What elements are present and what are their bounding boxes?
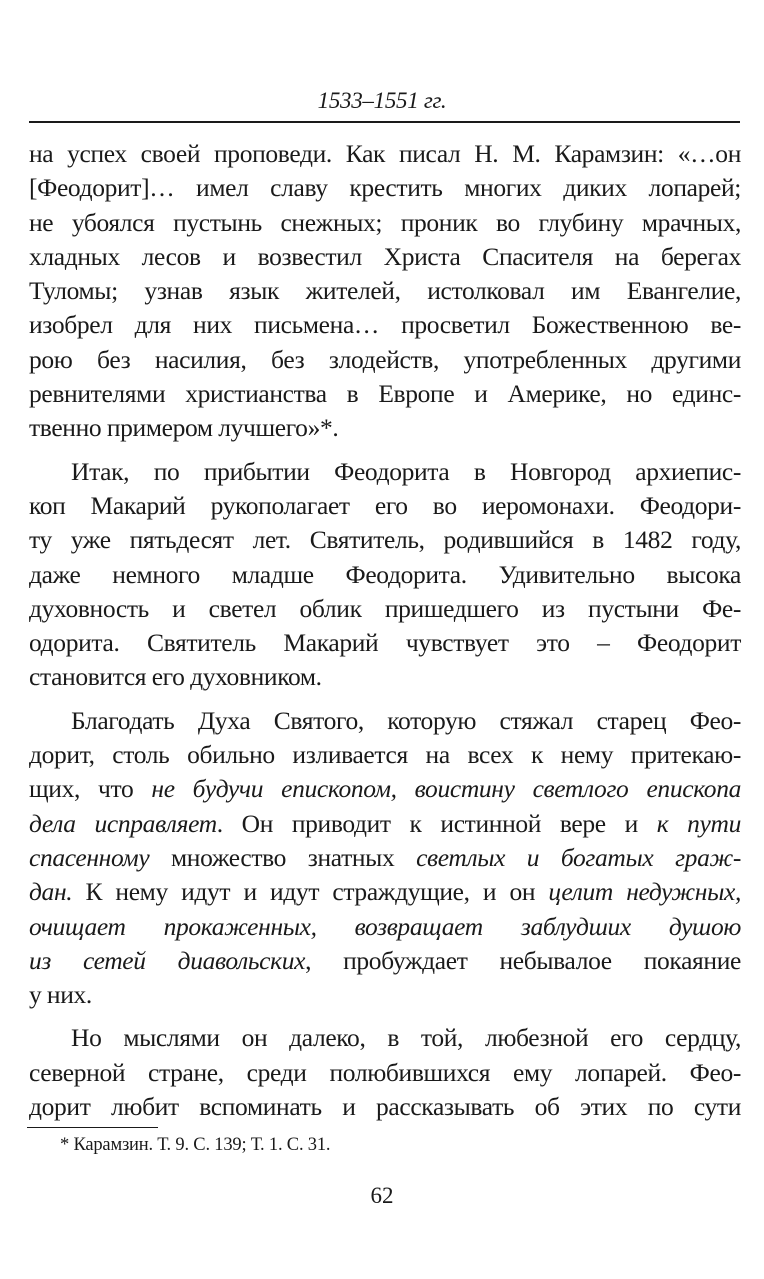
text-span: становится его духовником. (29, 662, 322, 692)
text-span: ревнителями христианства в Европе и Америке, но единс- (29, 379, 741, 409)
text-line (29, 1056, 741, 1090)
paragraph (29, 704, 741, 1013)
text-span: северной стране, среди полюбившихся ему лопарей. Фео- (29, 1057, 741, 1087)
text-line (29, 1021, 741, 1055)
text-line (29, 592, 741, 626)
italic-span: очищает прокаженных, возвращает заблудших душою (29, 911, 741, 941)
text-line (29, 411, 741, 445)
text-line (29, 455, 741, 489)
text-span: ту уже пятьдесят лет. Святитель, родившийся в 1482 году, (29, 525, 741, 555)
text-span: у них. (29, 980, 92, 1010)
text-span: К нему идут и идут страждущие, и он (72, 877, 549, 907)
paragraph-gap (29, 1012, 741, 1021)
running-head: 1533–1551 гг. (317, 88, 447, 113)
text-span: на успех своей проповеди. Как писал Н. М. Карамзин: «…он (29, 139, 741, 168)
text-line (29, 944, 741, 978)
paragraph (29, 137, 741, 446)
text-line (29, 489, 741, 523)
paragraph (29, 1021, 741, 1124)
text-span: духовность и светел облик пришедшего из пустыни Фе- (29, 593, 741, 623)
text-span: щих, что (29, 774, 152, 804)
text-span: дорит любит вспоминать и рассказывать об этих по сути (29, 1092, 741, 1122)
italic-span: дан. (29, 877, 73, 907)
text-line (29, 523, 741, 557)
text-line (29, 738, 741, 772)
paragraph-gap (29, 446, 741, 455)
text-span: , пробуждает небывалое покаяние (305, 945, 741, 975)
text-span: твенно примером лучшего»*. (29, 413, 339, 443)
text-line (29, 377, 741, 411)
italic-span: целит недужных, (548, 877, 741, 907)
text-span: множество знатных (149, 842, 417, 872)
body-text (29, 137, 741, 1124)
text-line (29, 206, 741, 240)
italic-span: спасенному (29, 842, 150, 872)
text-line (29, 274, 741, 308)
text-line (29, 704, 741, 738)
text-span: одорита. Святитель Макарий чувствует это – Феодорит (29, 628, 741, 658)
text-line (29, 772, 741, 806)
text-span: коп Макарий рукополагает его во иеромонахи. Феодори- (29, 490, 741, 520)
text-span: не убоялся пустынь снежных; проник во глубину мрачных, (29, 207, 741, 237)
text-line (29, 240, 741, 274)
page-number: 62 (370, 1183, 394, 1208)
text-line (29, 875, 741, 909)
text-line (29, 308, 741, 342)
italic-span: из сетей диавольских (29, 945, 306, 975)
text-span: рою без насилия, без злодейств, употребленных другими (29, 344, 741, 374)
text-line (29, 660, 741, 694)
text-line (29, 1090, 741, 1124)
text-line (29, 978, 741, 1012)
text-span: Итак, по прибытии Феодорита в Новгород архиепис- (71, 456, 741, 486)
text-span: хладных лесов и возвестил Христа Спасителя на берегах (29, 241, 741, 271)
text-line (29, 171, 741, 205)
footnote: * Карамзин. Т. 9. С. 139; Т. 1. С. 31. (60, 1135, 331, 1155)
text-line (29, 910, 741, 944)
header-rule (29, 121, 740, 123)
paragraph (29, 455, 741, 695)
text-line (29, 807, 741, 841)
footnote-rule (27, 1127, 158, 1128)
italic-span: не будучи епископом, воистину светлого епископа (151, 774, 742, 804)
text-span: Благодать Духа Святого, которую стяжал старец Фео- (71, 705, 741, 735)
text-span: Туломы; узнав язык жителей, истолковал им Евангелие, (29, 276, 741, 306)
text-line (29, 841, 741, 875)
text-span: даже немного младше Феодорита. Удивительно высока (29, 559, 741, 589)
text-span: изобрел для них письмена… просветил Божественною ве- (29, 310, 741, 340)
italic-span: светлых и богатых граж- (416, 842, 741, 872)
text-line (29, 626, 741, 660)
text-span: Но мыслями он далеко, в той, любезной его сердцу, (71, 1023, 741, 1053)
italic-span: дела исправляет (29, 808, 217, 838)
text-line (29, 558, 741, 592)
paragraph-gap (29, 695, 741, 704)
italic-span: к пути (656, 808, 741, 838)
text-line (29, 137, 741, 171)
text-span: . Он приводит к истинной вере и (216, 808, 657, 838)
text-span: [Феодорит]… имел славу крестить многих диких лопарей; (29, 173, 741, 203)
text-line (29, 343, 741, 377)
text-span: дорит, столь обильно изливается на всех к нему притекаю- (29, 740, 741, 770)
